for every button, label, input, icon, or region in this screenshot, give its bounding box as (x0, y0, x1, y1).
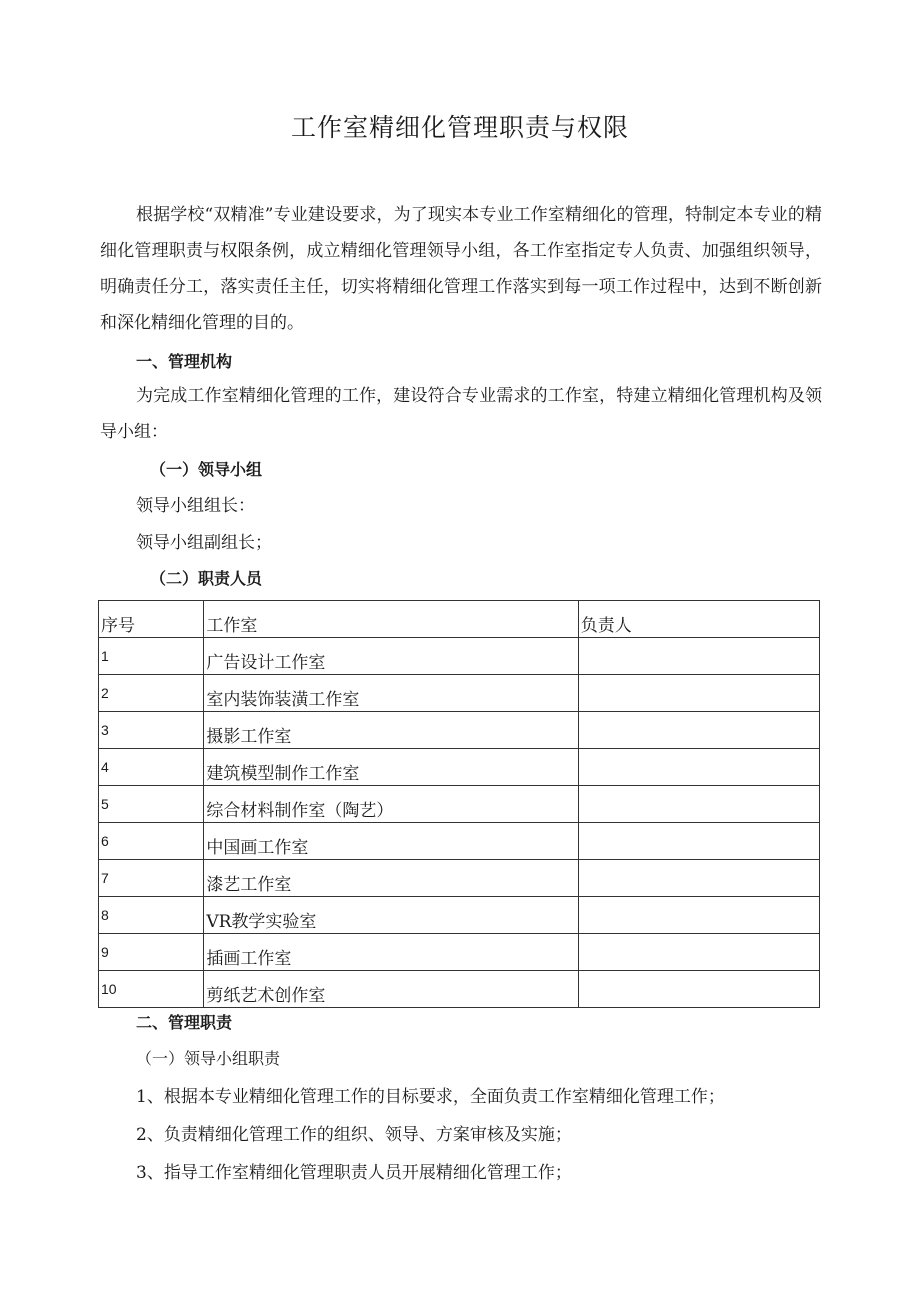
table-header-row (99, 601, 820, 638)
table-row (99, 749, 820, 786)
table-header-cell: 负责人 (578, 601, 819, 638)
studio-name: 摄影工作室 (204, 712, 578, 749)
responsible-person (578, 860, 819, 897)
section1-heading: 一、管理机构 (136, 352, 233, 371)
responsible-person (578, 971, 819, 1008)
responsible-person (578, 823, 819, 860)
duty-table (98, 600, 820, 1008)
studio-name: 插画工作室 (204, 934, 578, 971)
row-number: 2 (99, 675, 204, 712)
table-row (99, 971, 820, 1008)
row-number: 10 (99, 971, 204, 1008)
table-row (99, 712, 820, 749)
table-row (99, 860, 820, 897)
deputy-leader-line: 领导小组副组长； (136, 533, 272, 553)
subsection-leader-duties-heading: （一）领导小组职责 (136, 1049, 281, 1068)
row-number: 5 (99, 786, 204, 823)
table-header-cell: 工作室 (204, 601, 578, 638)
section2-heading: 二、管理职责 (136, 1013, 233, 1032)
studio-name: VR教学实验室 (204, 897, 578, 934)
responsible-person (578, 712, 819, 749)
responsible-person (578, 638, 819, 675)
studio-name: 室内装饰装潢工作室 (204, 675, 578, 712)
responsible-person (578, 897, 819, 934)
intro-paragraph: 根据学校“双精准”专业建设要求，为了现实本专业工作室精细化的管理，特制定本专业的精细化管理职责与权限条例，成立精细化管理领导小组，各工作室指定专人负责、加强组织领导，明确责任分工，落实责任主任，切实将精细化管理工作落实到每一项工作过程中，达到不断创新和深化精细化管理的目的。 (100, 205, 822, 333)
page-title: 工作室精细化管理职责与权限 (290, 113, 629, 142)
row-number: 1 (99, 638, 204, 675)
row-number: 4 (99, 749, 204, 786)
subsection-leader-group-heading: （一）领导小组 (150, 460, 263, 479)
studio-name: 漆艺工作室 (204, 860, 578, 897)
row-number: 9 (99, 934, 204, 971)
studio-name: 广告设计工作室 (204, 638, 578, 675)
row-number: 8 (99, 897, 204, 934)
table-row (99, 823, 820, 860)
duty-item: 3、指导工作室精细化管理职责人员开展精细化管理工作； (136, 1163, 572, 1183)
table-header-cell: 序号 (99, 601, 204, 638)
table-row (99, 675, 820, 712)
subsection-duty-staff-heading: （二）职责人员 (150, 569, 263, 588)
row-number: 7 (99, 860, 204, 897)
studio-name: 剪纸艺术创作室 (204, 971, 578, 1008)
section1-text: 为完成工作室精细化管理的工作，建设符合专业需求的工作室，特建立精细化管理机构及领导小组： (100, 386, 822, 442)
studio-name: 综合材料制作室（陶艺） (204, 786, 578, 823)
responsible-person (578, 786, 819, 823)
duty-item: 2、负责精细化管理工作的组织、领导、方案审核及实施； (136, 1125, 572, 1145)
table-row (99, 786, 820, 823)
responsible-person (578, 749, 819, 786)
duty-item: 1、根据本专业精细化管理工作的目标要求，全面负责工作室精细化管理工作； (136, 1087, 725, 1107)
table-row (99, 897, 820, 934)
studio-name: 中国画工作室 (204, 823, 578, 860)
row-number: 6 (99, 823, 204, 860)
responsible-person (578, 675, 819, 712)
leader-line: 领导小组组长： (136, 496, 255, 516)
table-row (99, 638, 820, 675)
studio-name: 建筑模型制作工作室 (204, 749, 578, 786)
responsible-person (578, 934, 819, 971)
table-row (99, 934, 820, 971)
row-number: 3 (99, 712, 204, 749)
